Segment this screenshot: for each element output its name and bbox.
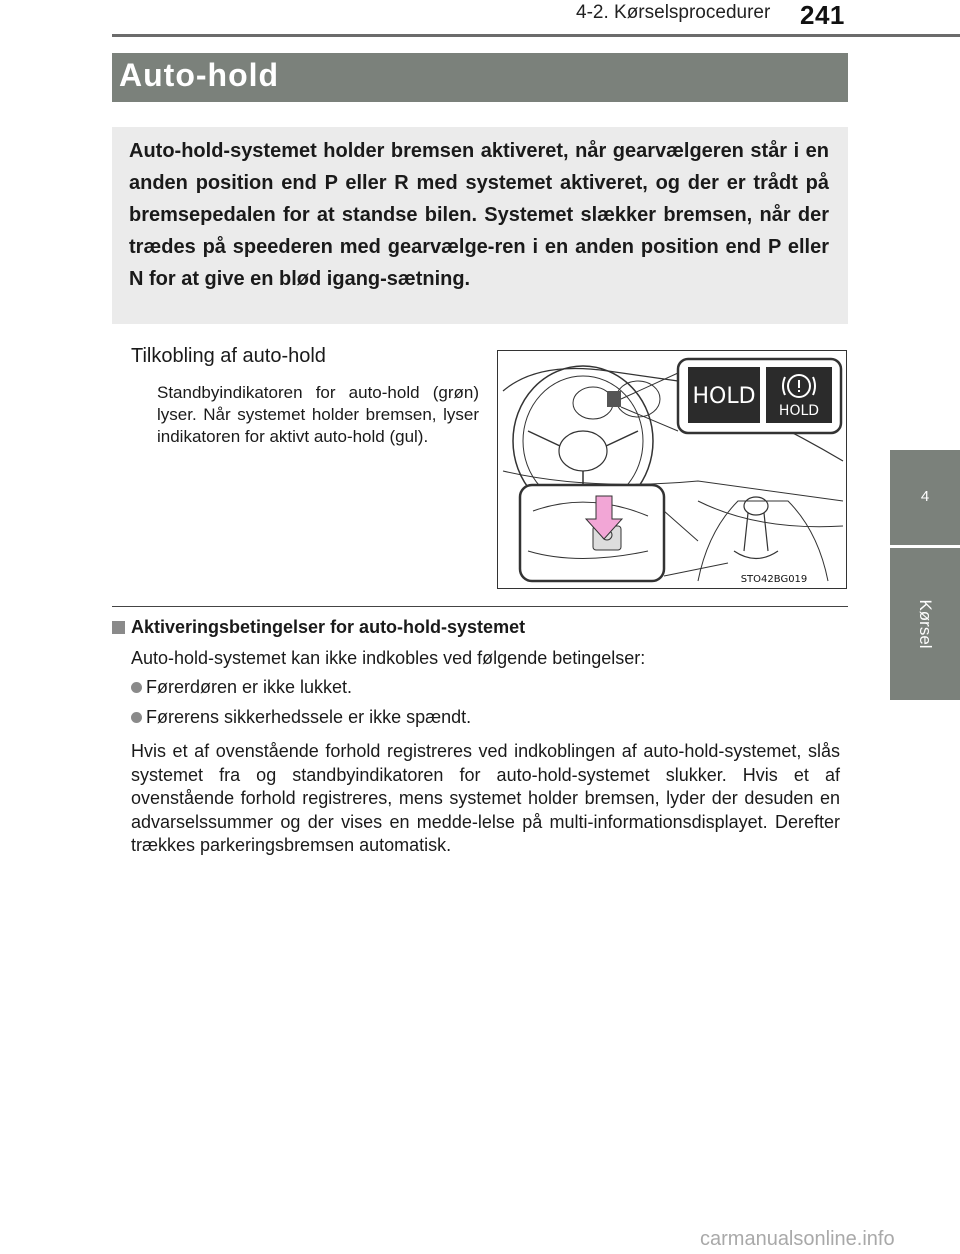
side-tab-chapter-label[interactable] bbox=[890, 548, 960, 700]
auto-hold-illustration bbox=[497, 350, 847, 589]
section-divider bbox=[112, 606, 848, 607]
hold-icon-label: HOLD bbox=[778, 403, 820, 419]
activation-description: Standbyindikatoren for auto-hold (grøn) lyser. Når systemet holder bremsen, lyser indikatoren for aktivt auto-hold (gul). bbox=[157, 383, 479, 446]
intro-box bbox=[112, 127, 848, 324]
side-tab-number-text: 4 bbox=[920, 488, 930, 505]
hold-indicator-callout bbox=[678, 359, 841, 433]
conditions-note: Hvis et af ovenstående forhold registreres ved indkoblingen af auto-hold-systemet, slås systemet fra og standbyindikatoren for auto-hold-systemet slukker. Hvis et af ovenstående forhold registreres, mens systemet holder bremsen, lyder der desuden en advarselssummer og der vises en medde-lelse på multi-informationsdisplayet. Derefter trækkes parkeringsbremsen automatisk. bbox=[131, 741, 840, 855]
illustration-code: STO42BG019 bbox=[740, 574, 808, 585]
header-section: 4-2. Kørselsprocedurer bbox=[576, 2, 771, 23]
conditions-heading-text: Aktiveringsbetingelser for auto-hold-systemet bbox=[131, 617, 526, 637]
conditions-intro: Auto-hold-systemet kan ikke indkobles ved følgende betingelser: bbox=[131, 648, 646, 668]
side-tab-label-text: Kørsel bbox=[916, 599, 935, 649]
square-bullet-icon bbox=[112, 621, 125, 634]
intro-text: Auto-hold-systemet holder bremsen aktiveret, når gearvælgeren står i en anden position end P eller R med systemet aktiveret, og der er trådt på bremsepedalen for at standse bilen. Systemet slækker bremsen, når der trædes på speederen med gearvælge-ren i en anden position end P eller N for at give en blød igang-sætning. bbox=[129, 140, 829, 290]
activation-heading: Tilkobling af auto-hold bbox=[131, 345, 326, 367]
gear-shifter-icon bbox=[734, 497, 778, 559]
console-switch-callout bbox=[520, 485, 664, 581]
watermark: carmanualsonline.info bbox=[700, 1228, 895, 1250]
page-number: 241 bbox=[800, 0, 845, 30]
conditions-heading bbox=[112, 617, 525, 638]
header-rule bbox=[112, 34, 960, 37]
bullet-dot-icon bbox=[131, 712, 142, 723]
condition-item-text: Førerdøren er ikke lukket. bbox=[146, 677, 353, 697]
title-bar bbox=[112, 53, 848, 102]
dashboard-drawing bbox=[498, 351, 847, 589]
page-title: Auto-hold bbox=[119, 57, 280, 93]
bullet-dot-icon bbox=[131, 682, 142, 693]
condition-item-text: Førerens sikkerhedssele er ikke spændt. bbox=[146, 707, 472, 727]
side-tab-chapter-number[interactable] bbox=[890, 450, 960, 545]
condition-item bbox=[131, 707, 471, 728]
hold-indicator-text: HOLD bbox=[692, 384, 756, 409]
condition-item bbox=[131, 677, 352, 698]
